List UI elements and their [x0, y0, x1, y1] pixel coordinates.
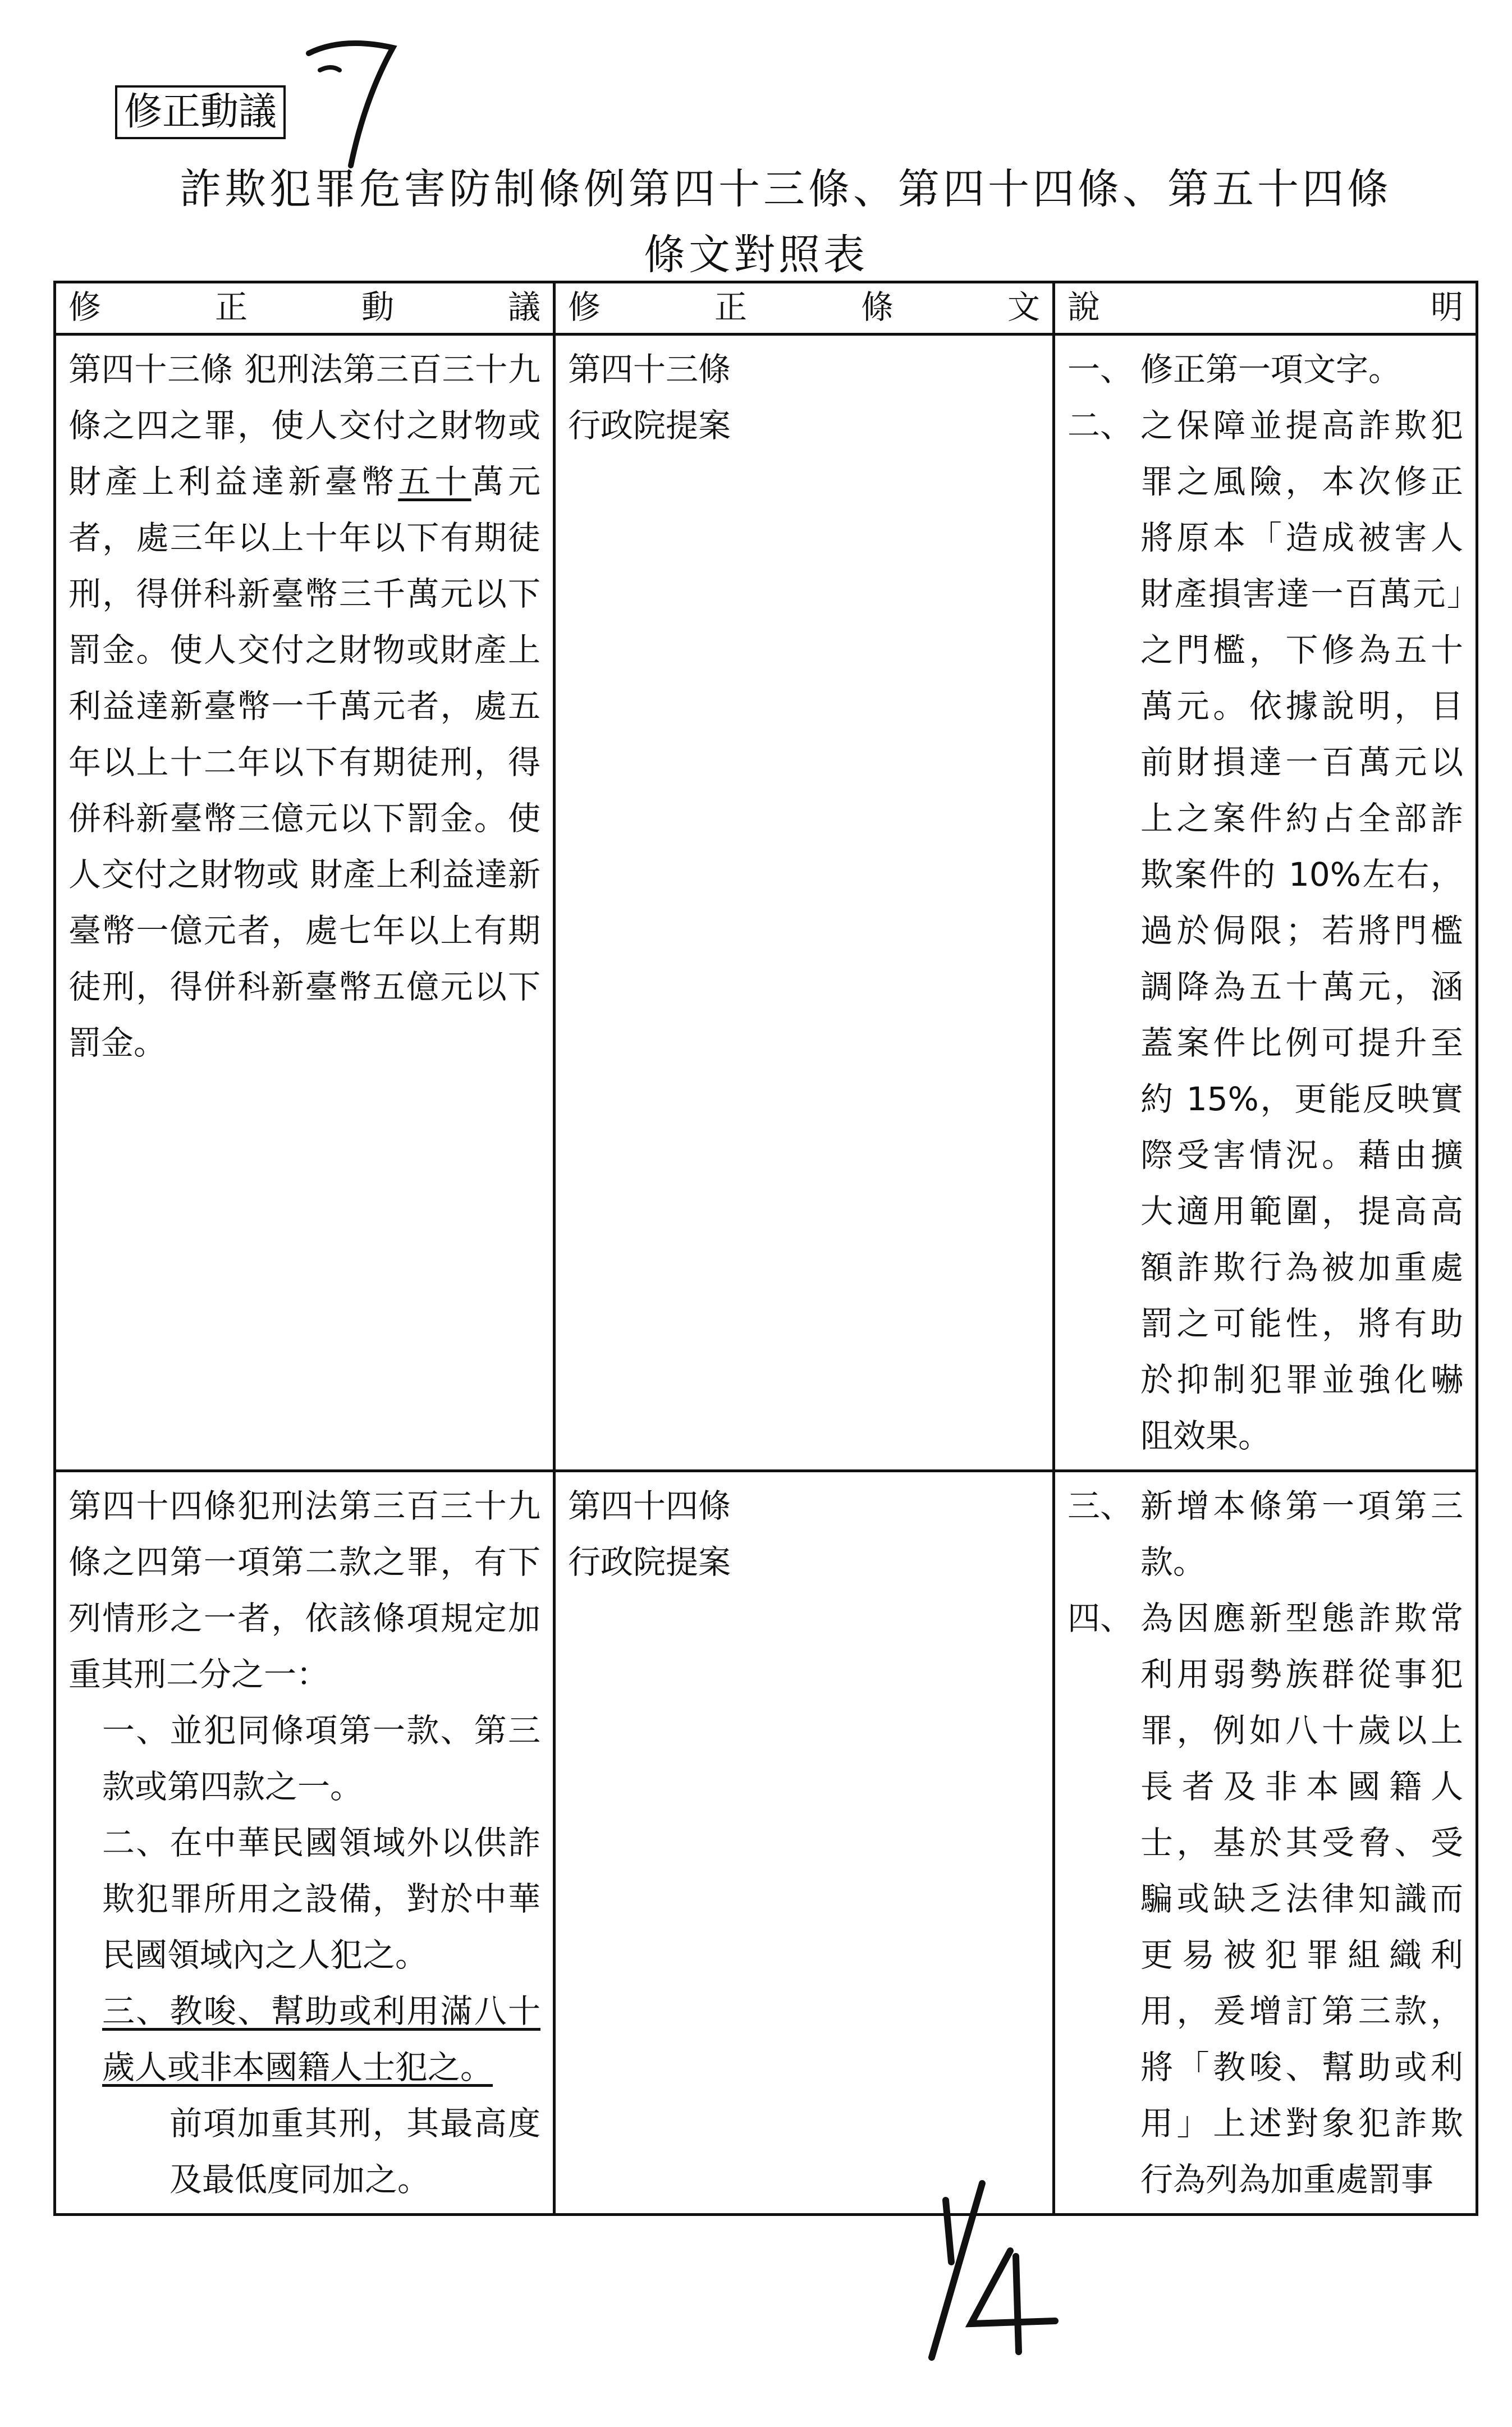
- motion-text: 第四十三條 犯刑法第三百三十九條之四之罪，使人交付之財物或財產上利益達新臺幣五十萬元者，處三年以上十年以下有期徒刑，得併科新臺幣三千萬元以下罰金。使人交付之財物或財產上利益達新臺幣一千萬元者，處五年以上十二年以下有期徒刑，得併科新臺幣三億元以下罰金。使人交付之財物或 財產上利益達新臺幣一億元者，處七年以上有期徒刑，得併科新臺幣五億元以下罰金。: [68, 350, 540, 1062]
- amended-cell: [555, 335, 1054, 1471]
- table-header-row: [55, 282, 1477, 335]
- note-item: 四、 為因應新型態詐欺常利用弱勢族群從事犯罪，例如八十歲以上長者及非本國籍人士，基於其受脅、受騙或缺乏法律知識而更易被犯罪組織利用，爰增訂第三款，將「教唆、幫助或利用」上述對象犯詐欺行為列為加重處罰事: [1067, 1599, 1463, 2199]
- handwritten-number: [297, 31, 410, 171]
- amended-article: 第四十三條: [568, 350, 731, 388]
- note-item: 一、 修正第一項文字。: [1067, 350, 1401, 388]
- table-row: [55, 1471, 1477, 2215]
- motion-cell: [55, 335, 555, 1471]
- amended-article: 第四十四條: [568, 1487, 731, 1525]
- header-notes: [1054, 282, 1477, 335]
- motion-intro: 第四十四條犯刑法第三百三十九條之四第一項第二款之罪，有下列情形之一者，依該條項規定加重其刑二分之一：: [68, 1487, 540, 1693]
- notes-cell: [1054, 335, 1477, 1471]
- header-amended-label: 修 正 條 文: [568, 288, 1040, 326]
- handwritten-page-number: [898, 2178, 1066, 2363]
- motion-stamp: 修正動議: [115, 85, 286, 139]
- note-item: 三、 新增本條第一項第三款。: [1067, 1487, 1463, 1581]
- header-amended: [555, 282, 1054, 335]
- document-subtitle: 條文對照表: [644, 231, 868, 279]
- note-item: 二、 之保障並提高詐欺犯罪之風險，本次修正將原本「造成被害人財產損害達一百萬元」之門檻，下修為五十萬元。依據說明，目前財損達一百萬元以上之案件約占全部詐欺案件的 10%左右，過於侷限；若將門檻調降為五十萬元，涵蓋案件比例可提升至約 15%，更能反映實際受害情況。藉由擴大適用範圍，提高高額詐欺行為被加重處罰之可能性，將有助於抑制犯罪並強化嚇阻效果。: [1067, 406, 1463, 1455]
- motion-item-new: 三、教唆、幫助或利用滿八十歲人或非本國籍人士犯之。: [102, 1992, 540, 2086]
- comparison-table: [53, 281, 1478, 2216]
- motion-item: 二、在中華民國領域外以供詐欺犯罪所用之設備，對於中華民國領域內之人犯之。: [102, 1824, 540, 1974]
- amended-source: 行政院提案: [568, 1543, 731, 1581]
- document-title: 詐欺犯罪危害防制條例第四十三條、第四十四條、第五十四條: [180, 165, 1392, 213]
- header-motion-label: 修 正 動 議: [68, 288, 540, 326]
- motion-cell: [55, 1471, 555, 2215]
- table-row: [55, 335, 1477, 1471]
- amended-cell: [555, 1471, 1054, 2215]
- amended-source: 行政院提案: [568, 406, 731, 445]
- header-motion: [55, 282, 555, 335]
- header-notes-label: 說 明: [1067, 288, 1463, 326]
- notes-cell: [1054, 1471, 1477, 2215]
- motion-item: 一、並犯同條項第一款、第三款或第四款之一。: [102, 1711, 540, 1806]
- motion-closing: 前項加重其刑，其最高度及最低度同加之。: [169, 2104, 540, 2199]
